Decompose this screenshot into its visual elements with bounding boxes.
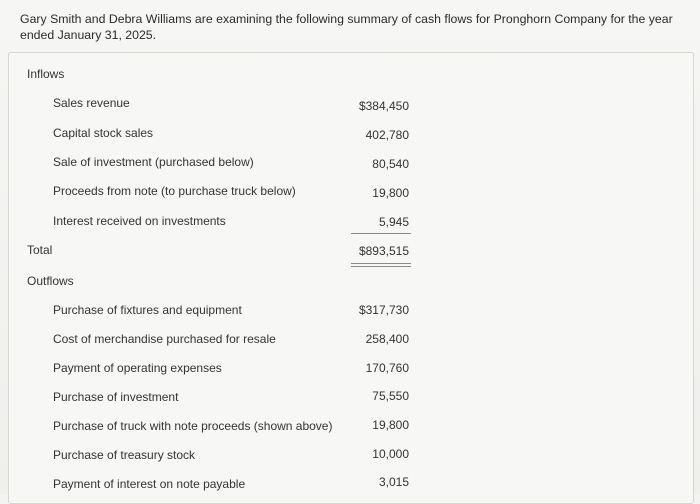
outflow-label: Purchase of fixtures and equipment [53, 303, 242, 317]
inflows-heading: Inflows [27, 67, 65, 81]
subtotal-rule [351, 233, 411, 234]
inflows-total-label: Total [27, 243, 53, 257]
outflow-label: Payment of operating expenses [53, 361, 222, 375]
inflow-amount: $384,450 [358, 99, 409, 113]
outflow-label: Cost of merchandise purchased for resale [53, 332, 276, 346]
outflow-amount: 10,000 [372, 447, 409, 461]
inflow-label: Sale of investment (purchased below) [53, 155, 254, 169]
total-double-rule-bottom [351, 266, 411, 267]
inflow-label: Sales revenue [53, 96, 130, 110]
inflow-label: Interest received on investments [53, 214, 226, 228]
inflow-amount: 5,945 [378, 215, 409, 229]
inflow-label: Capital stock sales [53, 126, 154, 140]
inflow-label: Proceeds from note (to purchase truck below) [53, 184, 296, 198]
outflows-heading: Outflows [27, 274, 74, 288]
outflow-amount: 75,550 [372, 389, 409, 403]
outflow-amount: 170,760 [365, 361, 409, 375]
outflow-label: Purchase of treasury stock [53, 448, 196, 462]
outflow-amount: 3,015 [378, 475, 409, 489]
outflow-label: Purchase of truck with note proceeds (shown above) [53, 419, 333, 433]
outflow-amount: $317,730 [358, 303, 409, 317]
intro-text: Gary Smith and Debra Williams are examining the following summary of cash flows for Pronghorn Company for the year ended January 31, 2025. [20, 12, 673, 42]
inflow-amount: 402,780 [365, 128, 409, 142]
inflows-total-amount: $893,515 [358, 244, 409, 258]
outflow-amount: 258,400 [365, 332, 409, 346]
outflow-label: Payment of interest on note payable [53, 477, 246, 491]
total-double-rule-top [351, 263, 411, 264]
cash-flow-summary-panel [8, 52, 694, 504]
inflow-amount: 19,800 [372, 186, 409, 200]
outflow-amount: 19,800 [372, 418, 409, 432]
inflow-amount: 80,540 [372, 157, 409, 171]
outflow-label: Purchase of investment [53, 390, 179, 404]
